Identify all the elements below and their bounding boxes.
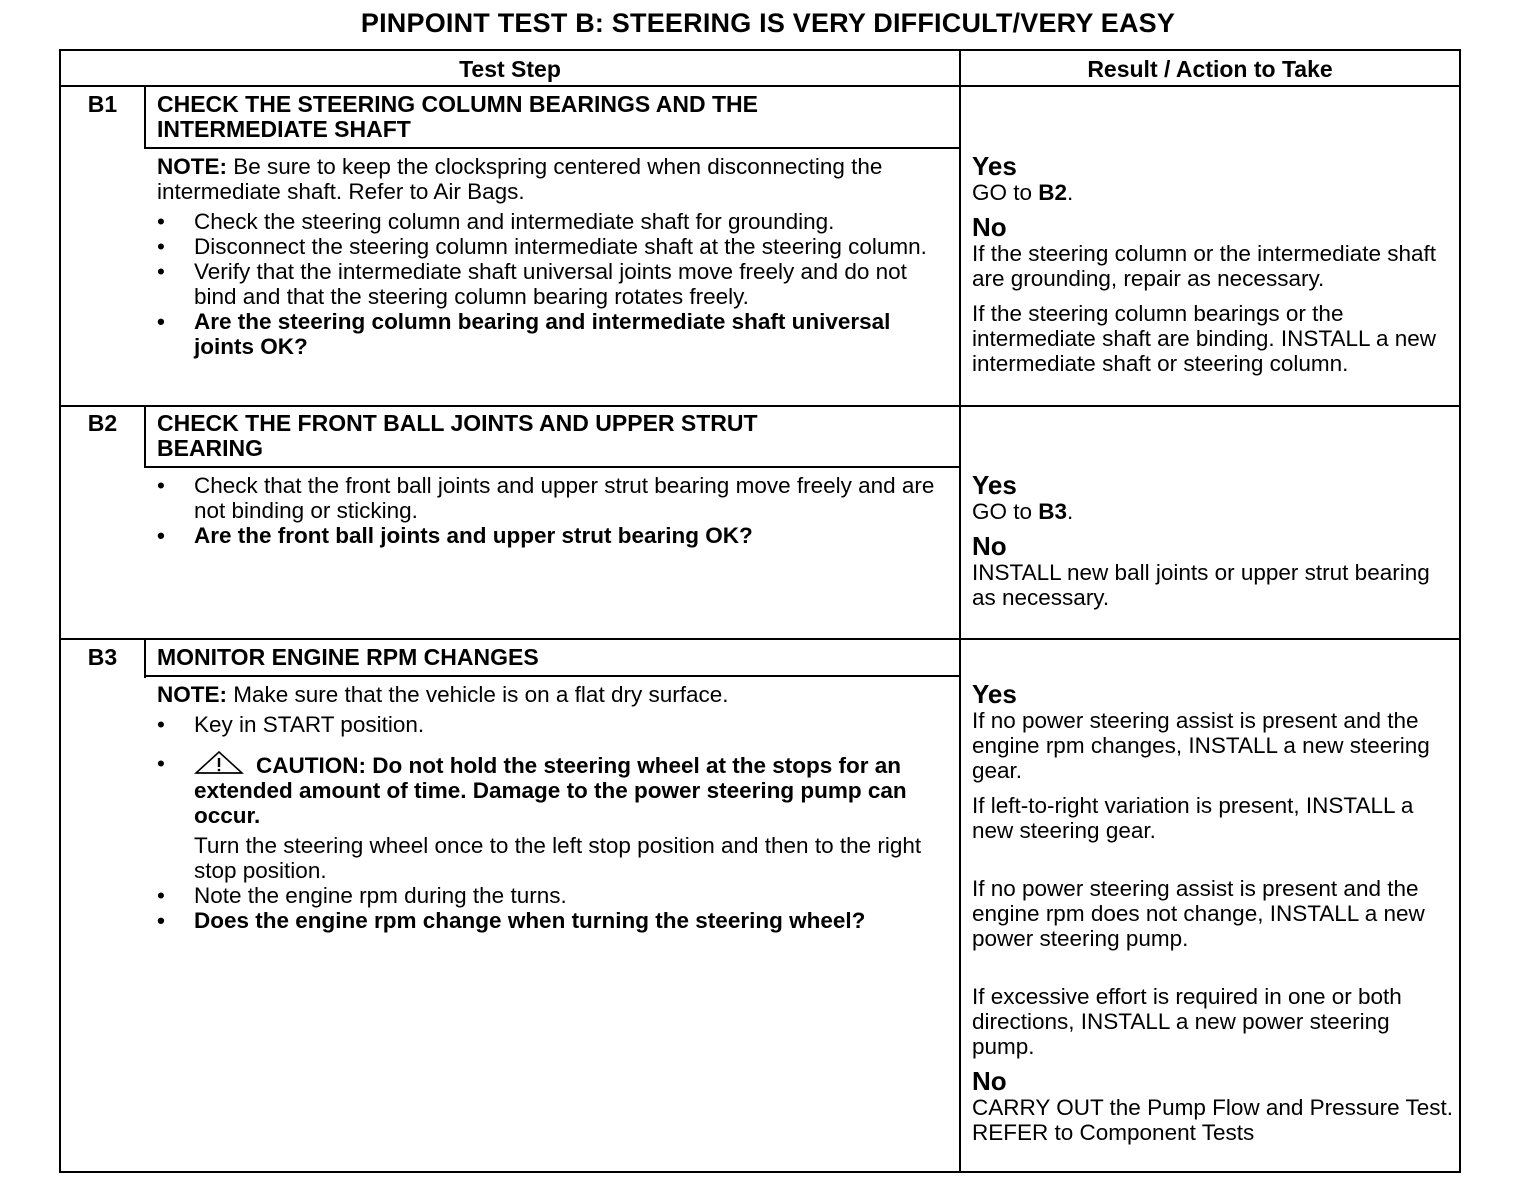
b1-step-title: CHECK THE STEERING COLUMN BEARINGS AND THE INTERMEDIATE SHAFT xyxy=(157,91,758,142)
b1-yes-prefix: GO to xyxy=(972,180,1039,205)
b3-note xyxy=(157,682,937,707)
b1-no-action-2: If the steering column bearings or the intermediate shaft are binding. INSTALL a new intermediate shaft or steering column. xyxy=(972,301,1437,376)
b2-no-label: No xyxy=(972,531,1007,561)
b1-step-body xyxy=(157,154,937,359)
b1-row-bottom xyxy=(61,405,1459,407)
b3-note-text: Make sure that the vehicle is on a flat dry surface. xyxy=(227,682,729,707)
b2-step-id: B2 xyxy=(87,410,118,436)
b2-result xyxy=(972,471,1457,610)
b1-yes-label: Yes xyxy=(972,151,1017,181)
b3-step-body xyxy=(157,682,937,933)
b2-bullet-list xyxy=(157,473,937,548)
b3-bullet-list xyxy=(157,712,937,933)
b1-result xyxy=(972,152,1457,376)
b2-yes-label: Yes xyxy=(972,470,1017,500)
b1-question: • Are the steering column bearing and intermediate shaft universal joints OK? xyxy=(157,309,937,359)
b1-note xyxy=(157,154,937,204)
step-id-divider-b3 xyxy=(144,640,146,678)
header-test-step: Test Step xyxy=(459,56,561,82)
b3-bullet-1: • Key in START position. xyxy=(157,712,937,737)
b3-step-title: MONITOR ENGINE RPM CHANGES xyxy=(157,644,539,670)
b1-bullet-1: • Check the steering column and intermediate shaft for grounding. xyxy=(157,209,937,234)
step-id-divider-b2 xyxy=(144,406,146,467)
b3-caution-followup: Turn the steering wheel once to the left stop position and then to the right stop position. xyxy=(194,833,922,883)
b2-bullet-1: • Check that the front ball joints and upper strut bearing move freely and are not binding or sticking. xyxy=(157,473,937,523)
b2-yes-prefix: GO to xyxy=(972,499,1039,524)
b2-row-bottom xyxy=(61,638,1459,640)
b1-bullet-3: • Verify that the intermediate shaft universal joints move freely and do not bind and that the steering column bearing rotates freely. xyxy=(157,259,937,309)
b3-yes-action-2: If left-to-right variation is present, INSTALL a new steering gear. xyxy=(972,793,1414,843)
b2-yes-target: B3 xyxy=(1038,499,1068,524)
b3-note-label: NOTE: xyxy=(157,682,227,707)
b3-title-underline xyxy=(144,675,959,677)
header-result: Result / Action to Take xyxy=(1087,56,1333,82)
step-id-divider-b1 xyxy=(144,87,146,148)
b3-question: • Does the engine rpm change when turning the steering wheel? xyxy=(157,908,937,933)
b1-step-id: B1 xyxy=(87,91,118,117)
b3-step-id: B3 xyxy=(87,644,118,670)
b1-note-label: NOTE: xyxy=(157,154,227,179)
b1-bullet-list xyxy=(157,209,937,359)
b2-yes-action xyxy=(972,499,1457,524)
b3-yes-action-3: If no power steering assist is present and the engine rpm does not change, INSTALL a new power steering pump. xyxy=(972,876,1425,951)
b3-bullet-3: • Note the engine rpm during the turns. xyxy=(157,883,937,908)
b2-step-title: CHECK THE FRONT BALL JOINTS AND UPPER STRUT BEARING xyxy=(157,410,758,461)
b3-no-action: CARRY OUT the Pump Flow and Pressure Test. REFER to Component Tests xyxy=(972,1095,1454,1145)
b1-title-underline xyxy=(144,147,959,149)
b2-step-body xyxy=(157,468,937,548)
b3-no-label: No xyxy=(972,1066,1007,1096)
b3-yes-label: Yes xyxy=(972,679,1017,709)
b2-yes-suffix: . xyxy=(1067,499,1074,524)
b1-no-label: No xyxy=(972,212,1007,242)
b1-yes-action xyxy=(972,180,1457,205)
b2-question: • Are the front ball joints and upper strut bearing OK? xyxy=(157,523,937,548)
b1-note-text: Be sure to keep the clockspring centered when disconnecting the intermediate shaft. Refer to Air Bags. xyxy=(157,154,883,204)
b3-yes-action-4: If excessive effort is required in one or both directions, INSTALL a new power steering pump. xyxy=(972,984,1402,1059)
b3-yes-action-1: If no power steering assist is present and the engine rpm changes, INSTALL a new steering gear. xyxy=(972,708,1430,783)
page-title: PINPOINT TEST B: STEERING IS VERY DIFFICULT/VERY EASY xyxy=(360,8,1176,38)
b1-yes-target: B2 xyxy=(1038,180,1068,205)
caution-warning-icon xyxy=(194,751,244,775)
column-divider xyxy=(959,51,961,1171)
b2-no-action: INSTALL new ball joints or upper strut bearing as necessary. xyxy=(972,560,1430,610)
b3-caution-item xyxy=(157,751,937,883)
b1-bullet-2: • Disconnect the steering column intermediate shaft at the steering column. xyxy=(157,234,937,259)
b1-yes-suffix: . xyxy=(1067,180,1074,205)
b3-caution-text: CAUTION: Do not hold the steering wheel at the stops for an extended amount of time. Damage to the power steering pump can occur. xyxy=(194,753,907,828)
pinpoint-test-table xyxy=(59,49,1461,1173)
b3-result xyxy=(972,680,1457,1145)
b1-no-action-1: If the steering column or the intermediate shaft are grounding, repair as necessary. xyxy=(972,241,1436,291)
